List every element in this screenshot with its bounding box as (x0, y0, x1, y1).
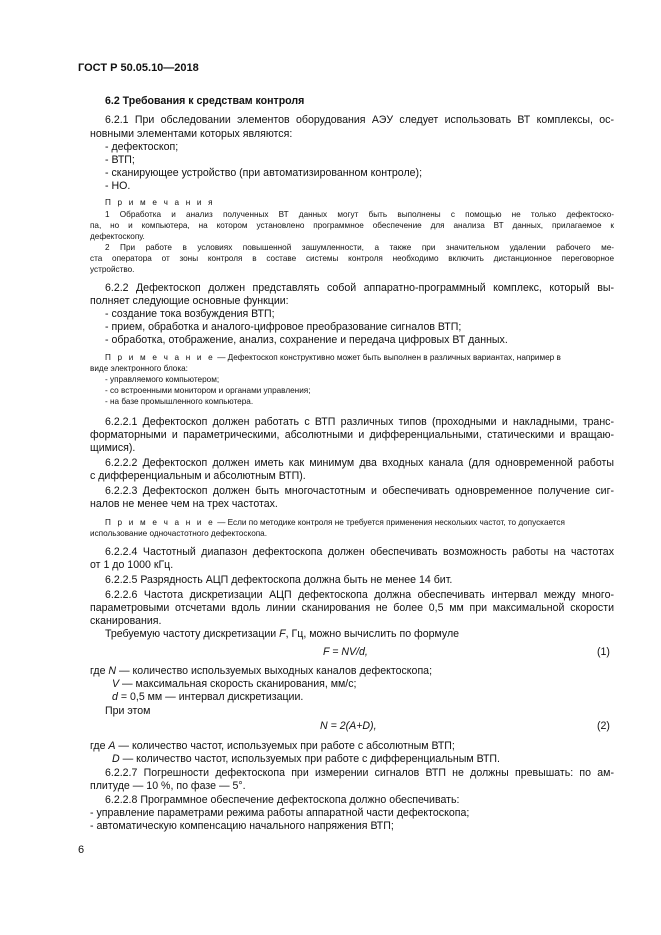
paragraph-line: 6.2.2 Дефектоскоп должен представлять собой аппаратно-программный комплекс, который вы- (105, 282, 614, 294)
note-line: ста оператора от зоны контроля в составе системы контроля необходимо включить дистанционное переговорное (90, 254, 614, 263)
paragraph-line: полняет следующие основные функции: (90, 295, 289, 307)
variable: d (112, 691, 118, 703)
paragraph-line (105, 628, 459, 641)
paragraph-line: 6.2.2.1 Дефектоскоп должен работать с ВТП различных типов (проходными и накладными, транс- (105, 416, 614, 428)
variable: A (108, 740, 116, 752)
text-run: — количество используемых выходных каналов дефектоскопа; (116, 665, 433, 677)
paragraph-line: 6.2.2.8 Программное обеспечение дефектоскопа должно обеспечивать: (105, 794, 460, 806)
list-item: - дефектоскоп; (105, 141, 179, 153)
list-item: - со встроенными монитором и органами управления; (105, 386, 311, 395)
text-run: , Гц, можно вычислить по формуле (285, 628, 460, 640)
list-item: - ВТП; (105, 154, 135, 166)
paragraph-line: 6.2.2.2 Дефектоскоп должен иметь как минимум два входных канала (для одновременной работы (105, 457, 614, 469)
text-run: Требуемую частоту дискретизации (105, 628, 280, 640)
note-label: П р и м е ч а н и е (105, 518, 215, 527)
text-run: — количество частот, используемых при работе с дифференциальным ВТП. (119, 753, 500, 765)
paragraph-line: При этом (105, 705, 151, 717)
where-line (112, 691, 303, 704)
note-line: использование одночастотного дефектоскопа. (90, 529, 268, 538)
paragraph-line: 6.2.2.6 Частота дискретизации АЦП дефектоскопа должна обеспечивать интервал между много- (105, 589, 614, 601)
list-item: - обработка, отображение, анализ, сохранение и передача цифровых ВТ данных. (105, 334, 508, 346)
formula: F = NV/d, (323, 646, 368, 658)
where-line (112, 678, 357, 691)
note-line: 2 При работе в условиях повышенной зашумленности, а также при значительном удалении рабочего ме- (105, 243, 614, 252)
paragraph-line: от 1 до 1000 кГц. (90, 559, 174, 571)
list-item: - управляемого компьютером; (105, 375, 220, 384)
paragraph-line: налов не менее чем на трех частотах. (90, 498, 278, 510)
variable: F (279, 628, 286, 640)
note-line: виде электронного блока: (90, 364, 188, 373)
note-line: дефектоскопу. (90, 232, 145, 241)
paragraph-line: плитуде — 10 %, по фазе — 5°. (90, 780, 246, 792)
note-text: — Дефектоскоп конструктивно может быть выполнен в различных вариантах, например в (214, 353, 561, 362)
note-line (105, 517, 565, 528)
text-run: где (90, 665, 109, 677)
text-run: — количество частот, используемых при работе с абсолютным ВТП; (115, 740, 455, 752)
paragraph-line: щимися). (90, 442, 136, 454)
note-text: — Если по методике контроля не требуется применения нескольких частот, то допускается (214, 518, 565, 527)
formula: N = 2(A+D), (320, 720, 377, 732)
list-item: - автоматическую компенсацию начального напряжения ВТП; (90, 820, 394, 832)
paragraph-line: параметровыми отсчетами вдоль линии сканирования не более 0,5 мм при максимальной скорости (90, 602, 614, 614)
note-line: па, но и компьютера, на котором установлено программное обеспечение для анализа ВТ данных, прилагаемое к (90, 221, 614, 230)
formula-number: (1) (597, 646, 610, 658)
note-label: П р и м е ч а н и е (105, 353, 215, 362)
note-line: 1 Обработка и анализ полученных ВТ данных могут быть выполнены с помощью не только дефектоско- (105, 210, 614, 219)
text-run: = 0,5 мм — интервал дискретизации. (117, 691, 304, 703)
paragraph-line: новными элементами которых являются: (90, 128, 293, 140)
where-line (90, 740, 455, 753)
variable: N (108, 665, 117, 677)
list-item: - управление параметрами режима работы аппаратной части дефектоскопа; (90, 807, 470, 819)
list-item: - создание тока возбуждения ВТП; (105, 308, 275, 320)
paragraph-line: 6.2.2.4 Частотный диапазон дефектоскопа должен обеспечивать возможность работы на частотах (105, 546, 614, 558)
note-line (105, 352, 561, 363)
list-item: - сканирующее устройство (при автоматизированном контроле); (105, 167, 423, 179)
paragraph-line: с дифференциальным и абсолютным ВТП). (90, 470, 306, 482)
paragraph-line: 6.2.1 При обследовании элементов оборудования АЭУ следует использовать ВТ комплексы, ос- (105, 114, 614, 126)
paragraph-line: сканирования. (90, 615, 162, 627)
list-item: - на базе промышленного компьютера. (105, 397, 254, 406)
paragraph-line: форматорными и параметрическими, абсолютными и дифференциальными, статическими и вращаю- (90, 429, 614, 441)
note-line: устройство. (90, 265, 135, 274)
page-number: 6 (78, 844, 85, 856)
formula-number: (2) (597, 720, 610, 732)
paragraph-line: 6.2.2.5 Разрядность АЦП дефектоскопа должна быть не менее 14 бит. (105, 574, 453, 586)
note-label: П р и м е ч а н и я (105, 198, 215, 207)
variable: V (112, 678, 120, 690)
section-title: 6.2 Требования к средствам контроля (105, 95, 305, 107)
text-run: — максимальная скорость сканирования, мм/с; (119, 678, 357, 690)
list-item: - прием, обработка и аналого-цифровое преобразование сигналов ВТП; (105, 321, 462, 333)
paragraph-line: 6.2.2.7 Погрешности дефектоскопа при измерении сигналов ВТП не должны превышать: по ам- (105, 767, 614, 779)
document-header: ГОСТ Р 50.05.10—2018 (78, 62, 199, 74)
list-item: - НО. (105, 180, 131, 192)
variable: D (112, 753, 120, 765)
text-run: где (90, 740, 109, 752)
where-line (112, 753, 500, 766)
paragraph-line: 6.2.2.3 Дефектоскоп должен быть многочастотным и обеспечивать одновременное получение сиг- (105, 485, 614, 497)
where-line (90, 665, 432, 678)
